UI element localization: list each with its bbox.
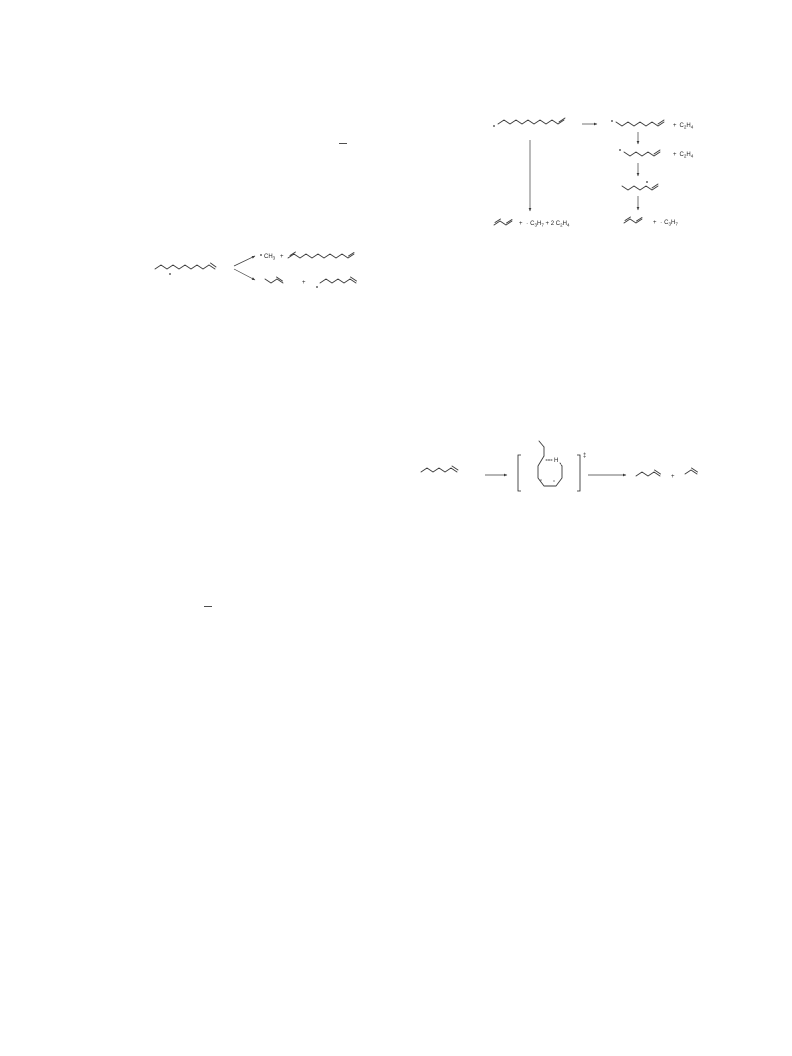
propyl-radical-label: + · $C_3H_7$	[653, 220, 678, 227]
ts-hydrogen-label: H	[554, 458, 559, 464]
intermediate-radical-1	[616, 122, 664, 126]
ts-bracket-right	[577, 455, 580, 491]
product-long-alkene	[288, 254, 354, 258]
reactant-primary-radical-chain	[498, 120, 564, 124]
secondary-radical-double-bond	[652, 184, 658, 188]
ethylene-label: + $C_2H_4$	[673, 152, 694, 159]
product-heptenyl-radical	[320, 279, 356, 283]
scheme-b-sequential-scission	[493, 118, 694, 228]
ethylene-label: + $C_2H_4$	[673, 123, 694, 130]
intermediate-2-double-bond	[654, 150, 660, 154]
double-dagger-symbol: ‡	[583, 453, 587, 459]
scheme-c-retro-ene	[421, 441, 698, 491]
scheme-a-radical-scission	[155, 252, 357, 288]
ts-partial-mark	[540, 479, 541, 480]
radical-dot	[260, 254, 262, 256]
radical-dot	[316, 286, 318, 288]
radical-dot	[646, 181, 648, 183]
overall-products-label: + · $C_3H_7 + 2$ $C_2H_4$	[519, 221, 570, 228]
methyl-radical-label: $CH_3$	[264, 254, 276, 261]
plus-sign: +	[280, 254, 284, 260]
ts-breaking-bond	[560, 463, 562, 466]
plus-sign: +	[671, 474, 675, 480]
radical-dot	[493, 125, 495, 127]
radical-dot	[619, 149, 621, 151]
reaction-arrow-upper	[234, 256, 255, 266]
reactant-octene-chain	[421, 468, 457, 472]
radical-dot	[169, 273, 171, 275]
intermediate-1-double-bond	[658, 120, 664, 124]
reaction-arrow-lower	[234, 269, 255, 280]
ts-ethyl-substituent	[539, 441, 544, 447]
radical-dot	[611, 120, 613, 122]
plus-sign: +	[302, 280, 306, 286]
ts-partial-mark	[553, 480, 554, 481]
ts-bracket-left	[518, 455, 521, 491]
ts-six-membered-ring	[538, 456, 562, 486]
reactant-radical-chain	[155, 265, 209, 269]
product-pentene	[636, 472, 660, 476]
